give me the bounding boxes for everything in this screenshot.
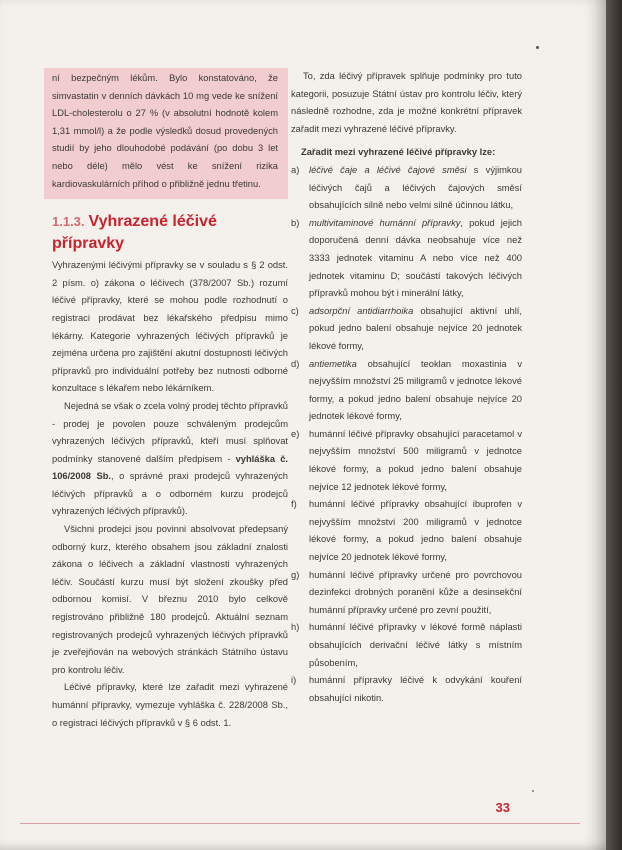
paragraph-3: Všichni prodejci jsou povinni absolvovat předepsaný odborný kurz, kterého obsahem jsou základní znalosti zákona o léčivech a základní vlastnosti vyhrazených léčiv. Součástí kurzu musí být složení zkoušky před odbornou komisí. V březnu 2010 bylo celkově registrováno přibližně 180 prodejců. Aktuální seznam registrovaných prodejců vyhrazených léčivých přípravků je zveřejňován na webových stránkách Státního ústavu pro kontrolu léčiv.: [52, 524, 288, 675]
section-heading: [52, 211, 288, 255]
list-item-text: [309, 672, 522, 707]
list-item: [291, 672, 522, 707]
list-item-label: i): [291, 675, 297, 686]
list-item-rest: s výjimkou léčivých čajů a léčivých čajových směsí obsahujících silně nebo velmi silně účinnou látku,: [309, 164, 522, 211]
list-item-text: [309, 303, 522, 356]
paragraph-4: Léčivé přípravky, které lze zařadit mezi vyhrazené humánní přípravky, vymezuje vyhláška č. 228/2008 Sb., o registraci léčivých přípravků v § 6 odst. 1.: [52, 682, 288, 728]
list-item-label: h): [291, 622, 300, 633]
list-item-term: antiemetika: [309, 358, 357, 369]
list-item-rest: humánní léčivé přípravky v lékové formě náplasti obsahujících derivační léčivé látky s místním působením,: [309, 622, 522, 668]
list-item: [291, 619, 522, 672]
left-column: [52, 68, 288, 732]
list-item-label: c): [291, 305, 299, 316]
list-item-rest: humánní léčivé přípravky obsahující paracetamol v nejvyšším množství 500 miligramů v jednotce lékové formy, a pokud jedno balení obsahuje nejvíce 12 jednotek lékové formy,: [309, 428, 522, 492]
list-item-rest: obsahující aktivní uhlí, pokud jedno balení obsahuje nejvíce 20 jednotek lékové formy,: [309, 305, 522, 351]
list-item-text: [309, 619, 522, 672]
list-item-label: a): [291, 164, 300, 175]
list-item-text: [309, 426, 522, 496]
list-item-label: f): [291, 499, 297, 510]
highlight-text: ní bezpečným lékům. Bylo konstatováno, že simvastatin v denních dávkách 10 mg vede ke snížení LDL-cholesterolu o 27 % (v absolutní hodnotě kolem 1,31 mmol/l) a že podle výsledků dosud provedených studií by jeho dlouhodobé podávání (po dobu 3 let nebo déle) mělo vést ke snížení rizika kardiovaskulárních příhod o přibližně jednu třetinu.: [52, 73, 278, 189]
list-item-term: adsorpční antidiarrhoika: [309, 305, 414, 316]
list-item-text: [309, 356, 522, 426]
list-item-text: [309, 496, 522, 566]
paragraph-2: [52, 398, 288, 521]
list-item: [291, 426, 522, 496]
section-number: 1.1.3.: [52, 214, 85, 230]
paragraph-1: Vyhrazenými léčivými přípravky se v souladu s § 2 odst. 2 písm. o) zákona o léčivech (378/2007 Sb.) rozumí léčivé přípravky, které se mohou podle rozhodnutí o registraci prodávat bez lékařského předpisu mimo lékárny. Kategorie vyhrazených léčivých přípravků je zejména určena pro zajištění akutní dostupnosti léčivých přípravků pro individuální potřeby bez nutnosti odborné konzultace s lékařem nebo lékárníkem.: [52, 260, 288, 394]
list-item-rest: obsahující teoklan moxastinia v nejvyšším množství 25 miligramů v jednotce lékové formy, a pokud jedno balení obsahuje nejvíce 20 jednotek lékové formy,: [309, 358, 522, 422]
list-item-rest: humánní léčivé přípravky obsahující ibuprofen v nejvyšším množství 200 miligramů v jednotce lékové formy, a pokud jedno balení obsahuje nejvíce 20 jednotek lékové formy,: [309, 499, 522, 563]
list-item-label: e): [291, 428, 300, 439]
section-title: Vyhrazené léčivé přípravky: [52, 213, 217, 253]
highlight-box: [44, 68, 288, 199]
list-item-rest: humánní přípravky léčivé k odvykání kouření obsahující nikotin.: [309, 675, 522, 703]
list-item: [291, 496, 522, 566]
criteria-list: [291, 162, 522, 707]
list-item: [291, 215, 522, 303]
list-item-term: multivitaminové humánní přípravky: [309, 217, 461, 228]
page-number: 33: [495, 800, 510, 815]
list-item: [291, 162, 522, 215]
list-item-rest: humánní léčivé přípravky určené pro povrchovou dezinfekci drobných poranění kůže a desinsekční humánní přípravky určené pro zevní použití,: [309, 569, 522, 615]
list-item-term: léčivé čaje a léčivé čajové směsi: [309, 164, 467, 175]
paragraph-2-text-a: Nejedná se však o zcela volný prodej těchto přípravků - prodej je povolen pouze schváleným prodejcům vyhrazených léčivých přípravků, kteří musí splňovat podmínky stanovené dalším předpisem -: [52, 400, 288, 464]
right-column: [291, 68, 522, 707]
list-item: [291, 356, 522, 426]
list-item-text: [309, 567, 522, 620]
list-item-label: b): [291, 217, 300, 228]
paragraph-2-text-b: , o správné praxi prodejců vyhrazených léčivých přípravků a o odborném kurzu prodejců vyhrazených léčivých přípravků).: [52, 471, 289, 517]
list-item-text: [309, 215, 522, 303]
speck: [532, 790, 534, 792]
list-item-label: g): [291, 569, 300, 580]
regulation-ref: vyhláška č. 106/2008 Sb.: [52, 453, 288, 482]
intro-paragraph: To, zda léčivý přípravek splňuje podmínky pro tuto kategorii, posuzuje Státní ústav pro kontrolu léčiv, který následně rozhodne, zda je možné konkrétní přípravek zařadit mezi vyhrazené léčivé přípravky.: [291, 71, 522, 134]
footer-rule: [20, 823, 580, 824]
list-item: [291, 303, 522, 356]
list-item-label: d): [291, 358, 300, 369]
list-item-rest: , pokud jejich doporučená denní dávka neobsahuje více než 3333 jednotek vitaminu A nebo více než 400 jednotek vitaminu D; součástí takových léčivých přípravků mohou být i minerální látky,: [309, 217, 522, 299]
book-spine: [606, 0, 622, 850]
speck: [536, 46, 539, 49]
list-item-text: [309, 162, 522, 215]
list-item: [291, 567, 522, 620]
list-heading: Zařadit mezi vyhrazené léčivé přípravky lze:: [301, 147, 496, 158]
